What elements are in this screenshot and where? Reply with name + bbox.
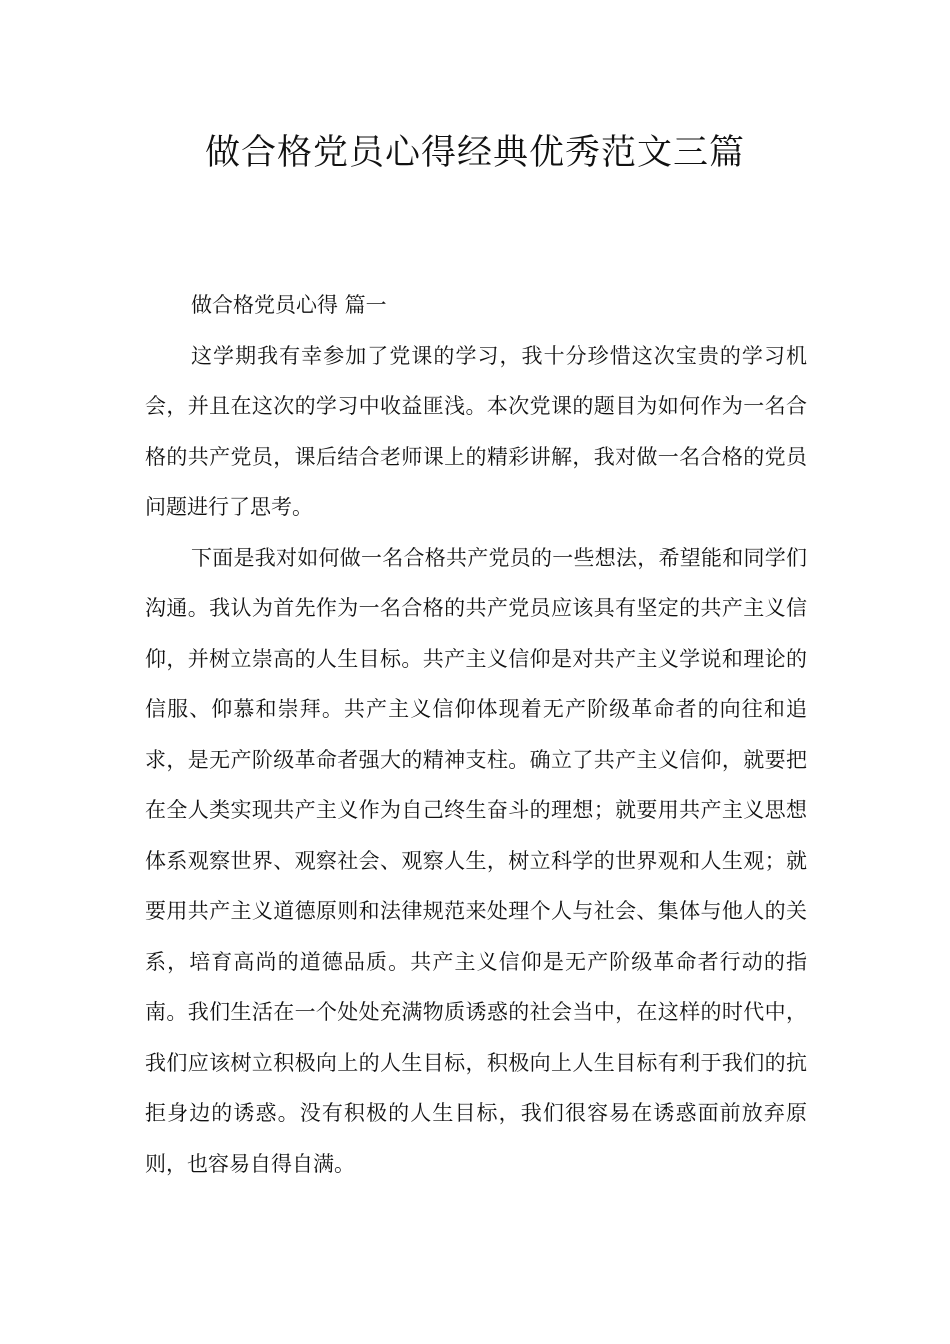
body-paragraph: 这学期我有幸参加了党课的学习，我十分珍惜这次宝贵的学习机会，并且在这次的学习中收益匪浅。本次党课的题目为如何作为一名合格的共产党员，课后结合老师课上的精彩讲解，我对做一名合格的党员问题进行了思考。 [145, 343, 807, 519]
section-heading: 做合格党员心得 篇一 [191, 293, 387, 317]
body-paragraph: 下面是我对如何做一名合格共产党员的一些想法，希望能和同学们沟通。我认为首先作为一名合格的共产党员应该具有坚定的共产主义信仰，并树立崇高的人生目标。共产主义信仰是对共产主义学说和理论的信服、仰慕和崇拜。共产主义信仰体现着无产阶级革命者的向往和追求，是无产阶级革命者强大的精神支柱。确立了共产主义信仰，就要把在全人类实现共产主义作为自己终生奋斗的理想；就要用共产主义思想体系观察世界、观察社会、观察人生，树立科学的世界观和人生观；就要用共产主义道德原则和法律规范来处理个人与社会、集体与他人的关系，培育高尚的道德品质。共产主义信仰是无产阶级革命者行动的指南。我们生活在一个处处充满物质诱惑的社会当中，在这样的时代中，我们应该树立积极向上的人生目标，积极向上人生目标有利于我们的抗拒身边的诱惑。没有积极的人生目标，我们很容易在诱惑面前放弃原则，也容易自得自满。 [145, 545, 807, 1176]
document-title: 做合格党员心得经典优秀范文三篇 [204, 133, 745, 173]
document-body [145, 280, 807, 1189]
